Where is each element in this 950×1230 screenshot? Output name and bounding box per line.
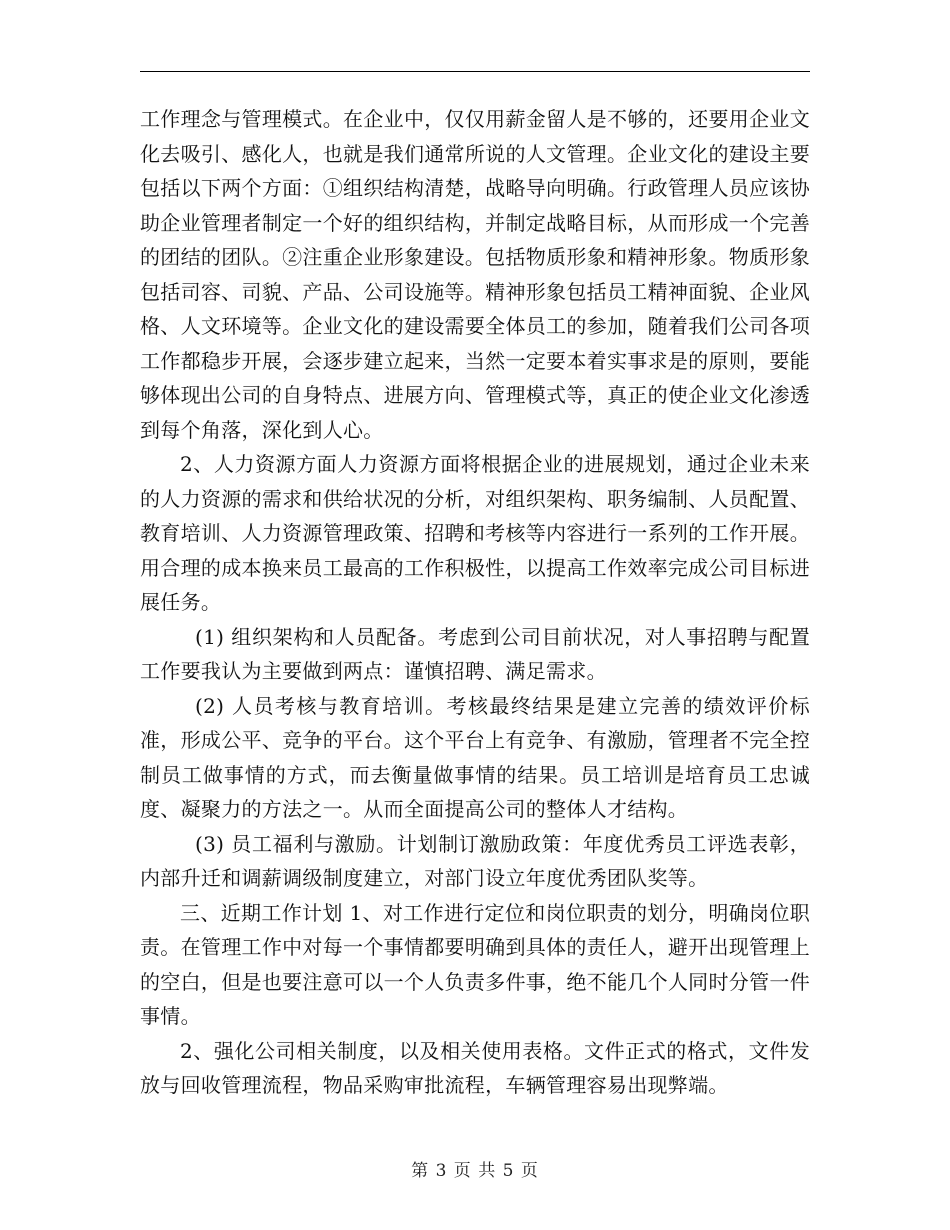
paragraph-welfare-incentives: (3) 员工福利与激励。计划制订激励政策：年度优秀员工评选表彰，内部升迁和调薪调级制度建立，对部门设立年度优秀团队奖等。 [140,831,810,890]
paragraph-assessment-training: (2) 人员考核与教育培训。考核最终结果是建立完善的绩效评价标准，形成公平、竞争的平台。这个平台上有竞争、有激励，管理者不完全控制员工做事情的方式，而去衡量做事情的结果。员工培训是培育员工忠诚度、凝聚力的方法之一。从而全面提高公司的整体人才结构。 [140,693,810,821]
paragraph-org-structure: (1) 组织架构和人员配备。考虑到公司目前状况，对人事招聘与配置工作要我认为主要做到两点：谨慎招聘、满足需求。 [140,624,810,683]
page-number-footer: 第 3 页 共 5 页 [411,1161,539,1181]
header-rule [140,71,810,72]
paragraph-corporate-culture: 工作理念与管理模式。在企业中，仅仅用薪金留人是不够的，还要用企业文化去吸引、感化人，也就是我们通常所说的人文管理。企业文化的建设主要包括以下两个方面：①组织结构清楚，战略导向明确。行政管理人员应该协助企业管理者制定一个好的组织结构，并制定战略目标，从而形成一个完善的团结的团队。②注重企业形象建设。包括物质形象和精神形象。物质形象包括司容、司貌、产品、公司设施等。精神形象包括员工精神面貌、企业风格、人文环境等。企业文化的建设需要全体员工的参加，随着我们公司各项工作都稳步开展，会逐步建立起来，当然一定要本着实事求是的原则，要能够体现出公司的自身特点、进展方向、管理模式等，真正的使企业文化渗透到每个角落，深化到人心。 [140,107,810,442]
paragraph-company-rules: 2、强化公司相关制度，以及相关使用表格。文件正式的格式，文件发放与回收管理流程，物品采购审批流程，车辆管理容易出现弊端。 [140,1038,810,1097]
document-body [140,102,810,1103]
paragraph-near-term-plan: 三、近期工作计划 1、对工作进行定位和岗位职责的划分，明确岗位职责。在管理工作中对每一个事情都要明确到具体的责任人，避开出现管理上的空白，但是也要注意可以一个人负责多件事，绝不能几个人同时分管一件事情。 [140,900,810,1028]
paragraph-human-resources: 2、人力资源方面人力资源方面将根据企业的进展规划，通过企业未来的人力资源的需求和供给状况的分析，对组织架构、职务编制、人员配置、教育培训、人力资源管理政策、招聘和考核等内容进行一系列的工作开展。用合理的成本换来员工最高的工作积极性，以提高工作效率完成公司目标进展任务。 [140,452,810,614]
